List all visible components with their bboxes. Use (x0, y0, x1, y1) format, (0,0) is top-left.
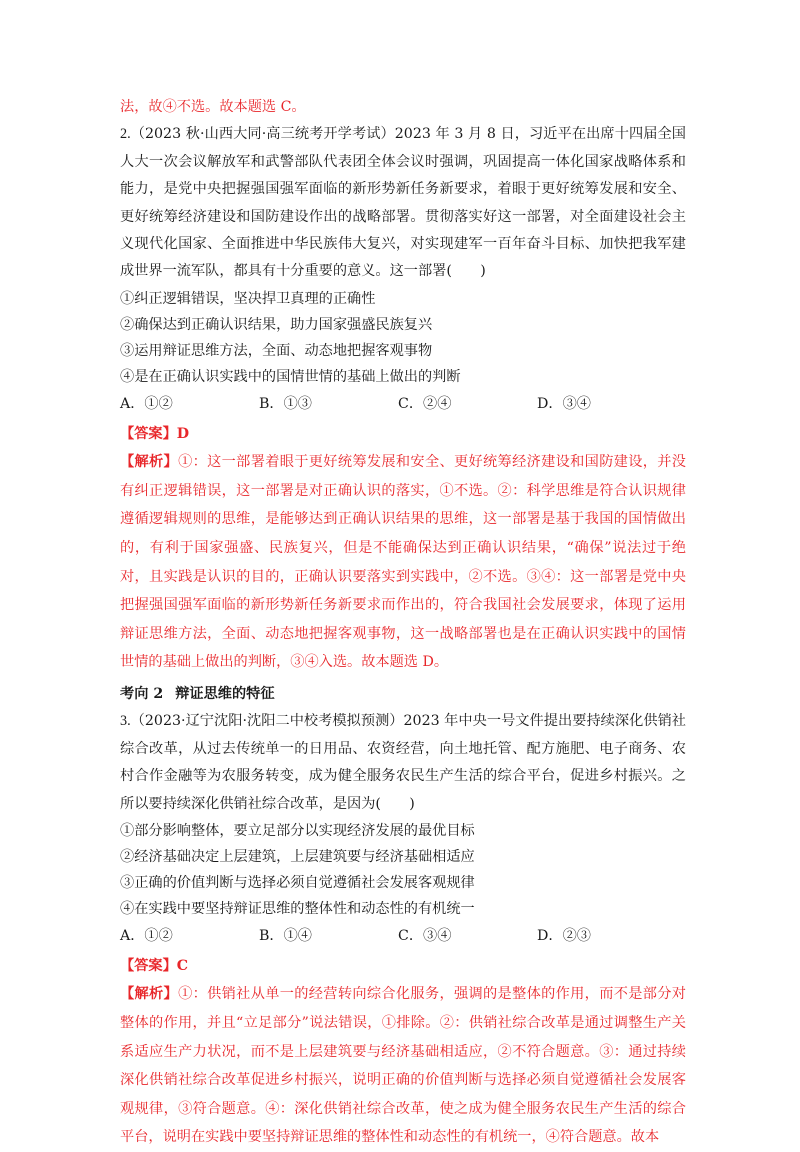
option-c: C．③④ (398, 928, 452, 945)
option-a: A．①② (120, 395, 173, 412)
explanation-tag: 【解析】 (120, 986, 179, 1003)
question-2 (120, 121, 686, 677)
option-d: D．②③ (537, 928, 591, 945)
option-b: B．①③ (259, 395, 312, 412)
answer-tag: 【答案】 (120, 425, 177, 442)
statement-1: ①纠正逻辑错误，坚决捍卫真理的正确性 (120, 290, 376, 307)
options-row (120, 391, 686, 418)
answer-line (120, 421, 686, 448)
explanation (120, 448, 686, 677)
page-content (120, 94, 686, 1152)
explanation-text: ①：这一部署着眼于更好统筹发展和安全、更好统筹经济建设和国防建设，并没有纠正逻辑错误，这一部署是对正确认识的落实，①不选。②：科学思维是符合认识规律遵循逻辑规则的思维，是能够达到正确认识结果的思维，这一部署是基于我国的国情做出的，有利于国家强盛、民族复兴，但是不能确保达到正确认识结果，“确保”说法过于绝对，且实践是认识的目的，正确认识要落实到实践中，②不选。③④：这一部署是党中央把握强国强军面临的新形势新任务新要求而作出的，符合我国社会发展要求，体现了运用辩证思维方法，全面、动态地把握客观事物，这一战略部署也是在正确认识实践中的国情世情的基础上做出的判断，③④入选。故本题选 D。 (120, 454, 686, 671)
answer-value: D (176, 425, 190, 442)
section-title: 辩证思维的特征 (175, 686, 275, 702)
question-stem (120, 121, 686, 285)
statement-1: ①部分影响整体，要立足部分以实现经济发展的最优目标 (120, 823, 475, 840)
answer-tag: 【答案】 (120, 958, 177, 975)
answer-line (120, 953, 686, 980)
statement-2: ②确保达到正确认识结果，助力国家强盛民族复兴 (120, 316, 433, 333)
statement-4: ④是在正确认识实践中的国情世情的基础上做出的判断 (120, 368, 461, 385)
option-a: A．①② (120, 928, 173, 945)
question-3 (120, 708, 686, 1152)
carryover-explanation: 法，故④不选。故本题选 C。 (120, 99, 306, 115)
question-number: 2. (120, 126, 131, 143)
options-row (120, 923, 686, 950)
question-text: （2023 秋·山西大同·高三统考开学考试）2023 年 3 月 8 日，习近平在出席十四届全国人大一次会议解放军和武警部队代表团全体会议时强调，巩固提高一体化国家战略体系和能力，是党中央把握强国强军面临的新形势新任务新要求，着眼于更好统筹发展和安全、更好统筹经济建设和国防建设作出的战略部署。贯彻落实好这一部署，对全面建设社会主义现代化国家、全面推进中华民族伟大复兴，对实现建军一百年奋斗目标、加快把我军建成世界一流军队，都具有十分重要的意义。这一部署( ) (120, 126, 686, 280)
statement-2: ②经济基础决定上层建筑，上层建筑要与经济基础相适应 (120, 849, 475, 866)
question-text: （2023·辽宁沈阳·沈阳二中校考模拟预测）2023 年中央一号文件提出要持续深化供销社综合改革，从过去传统单一的日用品、农资经营，向土地托管、配方施肥、电子商务、农村合作金融等为农服务转变，成为健全服务农民生产生活的综合平台，促进乡村振兴。之所以要持续深化供销社综合改革，是因为( ) (120, 713, 686, 812)
statement-3: ③正确的价值判断与选择必须自觉遵循社会发展客观规律 (120, 875, 475, 892)
explanation-tag: 【解析】 (120, 454, 179, 471)
section-label: 考向 2 (120, 686, 164, 702)
statement-4: ④在实践中要坚持辩证思维的整体性和动态性的有机统一 (120, 901, 475, 918)
explanation-text: ①：供销社从单一的经营转向综合化服务，强调的是整体的作用，而不是部分对整体的作用，并且“立足部分”说法错误，①排除。②：供销社综合改革是通过调整生产关系适应生产力状况，而不是上层建筑要与经济基础相适应，②不符合题意。③：通过持续深化供销社综合改革促进乡村振兴，说明正确的价值判断与选择必须自觉遵循社会发展客观规律，③符合题意。④：深化供销社综合改革，使之成为健全服务农民生产生活的综合平台，说明在实践中要坚持辩证思维的整体性和动态性的有机统一，④符合题意。故本 (120, 986, 686, 1146)
option-d: D．③④ (537, 395, 591, 412)
section-heading (120, 681, 686, 708)
question-number: 3. (120, 713, 131, 730)
option-b: B．①④ (259, 928, 312, 945)
question-stem (120, 708, 686, 818)
statement-3: ③运用辩证思维方法，全面、动态地把握客观事物 (120, 342, 433, 359)
answer-value: C (176, 958, 189, 975)
explanation (120, 980, 686, 1152)
option-c: C．②④ (398, 395, 452, 412)
